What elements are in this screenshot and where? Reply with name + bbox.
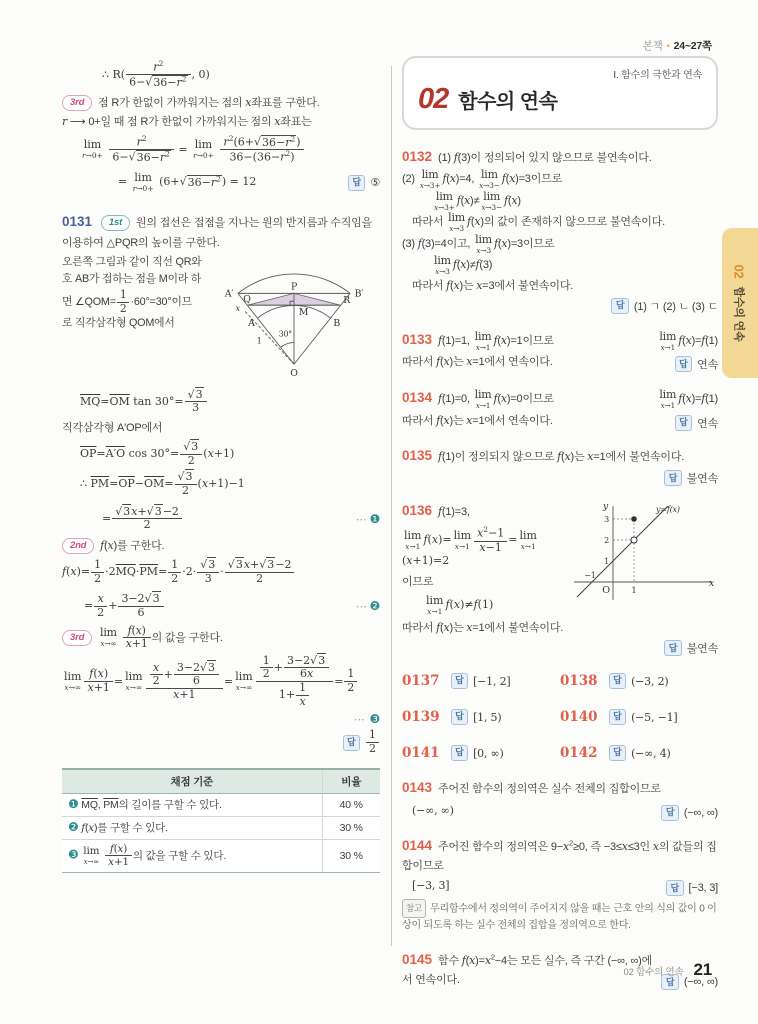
function-graph: [568, 500, 718, 611]
criterion-text: lim x→∞ $\frac{f(x)}{x+1}$ 의 값을 구할 수 있다.: [83, 843, 227, 869]
solution-line: 주어진 함수의 정의역은 실수 전체의 집합이므로: [438, 783, 661, 796]
solution-line: (3) f(3)=4이고, lim x→3 f(x)=3이므로: [402, 232, 555, 255]
answer: [402, 640, 718, 656]
answer: [402, 470, 718, 486]
equation: lim x→1 f(x)= lim x→1 $\frac{x^2-1}{x-1}$ = lim x→1 (x+1)=2: [402, 525, 537, 568]
page-reference: [643, 38, 712, 53]
equation: = $\frac{√3x+√3-2}{2}$: [102, 506, 183, 532]
grading-row: [62, 816, 380, 839]
answer-badge: 답: [609, 709, 627, 725]
solution-line: f(1)이 정의되지 않으므로 f(x)는 x=1에서 불연속이다.: [438, 449, 685, 463]
problem-0133: [402, 328, 718, 372]
label-radius-1: 1: [256, 336, 262, 346]
answer-value: ⑤: [370, 177, 380, 190]
answer: [675, 356, 718, 372]
solution-line: 오른쪽 그림과 같이 직선 QR와 호 AB가 접하는 점을 M이라 하면 ∠QOM= $\frac{1}{2}$ ·60°=30°이므로 직각삼각형 QOM에서: [62, 255, 202, 330]
solution-line: r ⟶ 0+일 때 점 R가 한없이 가까워지는 점의 x좌표는: [62, 114, 312, 128]
problem-number: 0132: [402, 149, 433, 164]
problem-number: 0142: [560, 745, 598, 762]
answer-value: 연속: [697, 359, 718, 372]
criterion-marker: ❶: [68, 797, 79, 812]
solution-line: 주어진 함수의 정의역은 $9-x^2\ge 0$, 즉 −3≤x≤3인 x의 값들의 집합이므로: [402, 838, 717, 872]
step-badge-3rd: 3rd: [62, 95, 92, 111]
grading-header-ratio: 비율: [322, 769, 380, 794]
label-B-prime: B′: [354, 287, 364, 299]
solution-line: 따라서 f(x)는 x=3에서 불연속이다.: [412, 278, 574, 292]
label-O: O: [290, 367, 298, 379]
criterion-ratio: 40 %: [322, 793, 380, 816]
answer-badge: 답: [451, 673, 469, 689]
tick-1: 1: [604, 557, 609, 567]
solution-line: 따라서 f(x)는 x=1에서 불연속이다.: [402, 621, 564, 635]
problem-0132: [402, 146, 718, 314]
side-tab-number: 02: [732, 264, 748, 279]
page-footer: [624, 960, 712, 980]
graph-axes: [574, 506, 712, 600]
criterion-marker: ❷: [68, 820, 79, 835]
note-badge: 참고: [402, 899, 426, 918]
label-B: B: [333, 317, 341, 329]
solution-line: f(1)=1, lim x→1 f(x)=1이므로: [438, 329, 554, 352]
solution-line: lim x→3+ f(x)≠ lim x→3− f(x): [434, 189, 521, 212]
chapter-number: 02: [418, 83, 449, 115]
equation: $\overline{MQ}=\overline{OM}$ tan 30°= $\frac{√3}{3}$: [80, 389, 380, 415]
reference-note: [402, 899, 718, 934]
solution-line: lim x→3 f(x)≠f(3): [434, 254, 493, 277]
short-answer-0137: [402, 673, 560, 689]
solution-line: (2) lim x→3+ f(x)=4, lim x→3− f(x)=3이므로: [402, 168, 563, 191]
problem-0131: [62, 211, 380, 253]
problem-number: 0145: [402, 951, 433, 967]
short-answer-0138: [560, 673, 718, 689]
solution-line: 따라서 lim x→3 f(x)의 값이 존재하지 않으므로 불연속이다.: [412, 211, 665, 234]
equation: = lim r→0+ $(6+√36-r^2) = 12$: [118, 171, 257, 194]
solution-step: [62, 94, 380, 112]
equation: lim r→0+ $\frac{r^2}{6-√36-r^2}$ = lim r→0+ $\frac{r^2(6+√36-r^2)}{36-(36-r^2)}$: [80, 135, 380, 165]
answer-badge: 답: [661, 805, 679, 821]
label-x: x: [235, 303, 240, 313]
equation: ∴ R( $\frac{r^2}{6-√36-r^2}$ , 0): [102, 59, 210, 89]
footer-chapter: 02 함수의 연속: [623, 967, 684, 978]
chapter-side-tab: [722, 228, 758, 378]
label-M: M: [298, 306, 309, 318]
answer-value: (−3, 2): [631, 674, 669, 688]
equation: = $\frac{x}{2}$ + $\frac{3-2√3}{6}$: [84, 593, 165, 619]
answer: [402, 298, 718, 314]
problem-number: 0137: [402, 673, 440, 690]
short-answer-0139: [402, 709, 560, 725]
problem-number: 0134: [402, 390, 433, 406]
step-text: f(x)를 구한다.: [100, 538, 165, 552]
step-badge-1st: 1st: [101, 215, 130, 231]
result-value: [−3, 3]: [412, 879, 450, 893]
unit-title: Ⅰ. 함수의 극한과 연속: [613, 70, 702, 81]
solution-line: lim x→1 f(x)=f(1): [659, 329, 718, 352]
label-P: P: [290, 281, 298, 293]
step-marker-row: ⋯ ❸: [353, 712, 380, 727]
equation: $\overline{OP}=A'O$ cos 30°= $\frac{√3}{2}$ (x+1): [80, 440, 235, 467]
tick-2: 2: [604, 536, 609, 546]
equation: f(x)= $\frac{1}{2}$ $\cdot 2\overline{MQ}\cdot\overline{PM}=$ $\frac{1}{2}$ ·2· $\frac{√3}{3}$ · $\frac{√3x+√3-2}{2}$: [62, 559, 380, 585]
problem-number: 0131: [62, 213, 93, 229]
step-badge-2nd: 2nd: [62, 538, 94, 554]
note-text: 무리함수에서 정의역이 주어지지 않을 때는 근호 안의 식의 값이 0 이상이 되도록 하는 실수 전체의 집합을 정의역으로 한다.: [402, 903, 717, 931]
solution-step: [62, 625, 380, 651]
grading-row: [62, 839, 380, 872]
problem-0136: [402, 500, 718, 659]
solution-line: 이므로: [402, 575, 434, 588]
short-answer-0140: [560, 709, 718, 725]
solution-line: 함수 $f(x)=x^2-4$는 모든 실수, 즉 구간 (−∞, ∞)에서 연속이다.: [402, 952, 653, 987]
right-column: [402, 56, 718, 1004]
tick-minus-1: −1: [584, 571, 596, 581]
answer: [666, 880, 718, 896]
criterion-marker: ❸: [68, 847, 79, 862]
answer-value: (−∞, 4): [631, 746, 671, 760]
criterion-text: $\overline{MQ}$, $\overline{PM}$의 길이를 구할 수 있다.: [81, 799, 222, 812]
graph-lines: [577, 506, 668, 597]
label-A-prime: A′: [224, 287, 234, 299]
solution-line: f(1)=0, lim x→1 f(x)=0이므로: [438, 388, 554, 411]
step-marker: ⋯ ❷: [355, 599, 380, 614]
answer-value: (1) ㄱ (2) ㄴ (3) ㄷ: [633, 300, 718, 313]
footer-page-number: 21: [693, 960, 712, 979]
label-x-axis: x: [708, 578, 714, 590]
left-column: [62, 56, 380, 887]
answer: [675, 415, 718, 431]
label-Q: Q: [243, 293, 251, 305]
chapter-heading: [402, 56, 718, 130]
equation: lim x→1 f(x)≠f(1): [426, 593, 494, 616]
result-value: (−∞, ∞): [412, 803, 454, 817]
short-answer-grid: [402, 673, 718, 761]
problem-number: 0133: [402, 331, 433, 347]
problem-number: 0136: [402, 503, 433, 519]
answer-badge: 답: [661, 974, 679, 990]
solution-line: 직각삼각형 A′OP에서: [62, 421, 163, 434]
answer-value: 불연속: [686, 643, 718, 656]
answer-value: [0, ∞): [473, 746, 504, 760]
chapter-title: 함수의 연속: [458, 91, 558, 113]
criterion-ratio: 30 %: [322, 839, 380, 872]
solution-line: (1) f(3)이 정의되어 있지 않으므로 불연속이다.: [438, 151, 652, 164]
answer-value: 연속: [697, 417, 718, 430]
problem-0144: [402, 835, 718, 934]
problem-number: 0141: [402, 745, 440, 762]
step-badge-3rd: 3rd: [62, 630, 92, 646]
answer-value: [−1, 2]: [473, 674, 511, 688]
solution-line: f(1)=3,: [438, 505, 470, 519]
answer-badge: 답: [666, 880, 684, 896]
step-text: 점 R가 한없이 가까워지는 점의 x좌표를 구한다.: [98, 95, 320, 109]
problem-number: 0143: [402, 780, 433, 796]
answer-value: [−3, 3]: [688, 882, 718, 895]
label-function: y=f(x): [656, 505, 680, 515]
answer-value: $\frac{1}{2}$: [365, 729, 380, 755]
answer-value: (−∞, ∞): [683, 806, 718, 819]
solution-step: [62, 537, 380, 555]
answer: [62, 729, 380, 755]
label-R: R: [343, 294, 351, 306]
grading-table: [62, 768, 380, 873]
grading-row: [62, 793, 380, 816]
step-marker: ⋯ ❶: [355, 511, 380, 526]
column-divider: [391, 66, 392, 946]
label-origin: O: [602, 585, 610, 597]
step-text: 원의 접선은 접점을 지나는 원의 반지름과 수직임을 이용하여 △PQR의 높이를 구한다.: [62, 216, 372, 249]
side-tab-title: 함수의 연속: [733, 286, 745, 342]
solution-line: 따라서 f(x)는 x=1에서 연속이다.: [402, 355, 553, 369]
problem-number: 0140: [560, 709, 598, 726]
problem-0135: [402, 445, 718, 486]
tick-3: 3: [604, 515, 609, 525]
answer-value: [1, 5): [473, 710, 502, 724]
problem-number: 0144: [402, 837, 433, 853]
problem-0134: [402, 386, 718, 430]
answer-badge: 답: [348, 175, 366, 191]
short-answer-0141: [402, 745, 560, 761]
answer-badge: 답: [664, 470, 682, 486]
solution-line: lim x→1 f(x)=f(1): [659, 388, 718, 411]
problem-number: 0139: [402, 709, 440, 726]
answer-value: 불연속: [686, 473, 718, 486]
answer: [348, 175, 380, 191]
short-answer-0142: [560, 745, 718, 761]
problem-0143: [402, 777, 718, 820]
answer-badge: 답: [609, 673, 627, 689]
answer-badge: 답: [611, 298, 629, 314]
book-label: 본책: [642, 40, 663, 52]
answer-value: (−5, −1]: [631, 710, 678, 724]
problem-number: 0135: [402, 447, 433, 463]
answer-badge: 답: [664, 640, 682, 656]
criterion-text: f(x)를 구할 수 있다.: [81, 822, 168, 835]
grading-header-criteria: 채점 기준: [62, 769, 322, 794]
sector-figure: [208, 254, 380, 383]
label-A: A: [248, 317, 255, 329]
label-y-axis: y: [602, 501, 608, 513]
answer-badge: 답: [343, 735, 361, 751]
page-range: 24~27쪽: [673, 40, 712, 52]
step-text: lim x→∞ $\frac{f(x)}{x+1}$ 의 값을 구한다.: [100, 623, 223, 651]
answer-badge: 답: [609, 745, 627, 761]
criterion-ratio: 30 %: [322, 816, 380, 839]
answer-value: (−∞, ∞): [683, 976, 718, 989]
solution-line: 따라서 f(x)는 x=1에서 연속이다.: [402, 413, 553, 427]
bullet-icon: •: [666, 40, 670, 51]
answer-badge: 답: [675, 415, 693, 431]
tick-x-1: 1: [631, 586, 637, 596]
equation: ∴ $\overline{PM}=\overline{OP}-\overline{OM}=$ $\frac{√3}{2}$ (x+1)−1: [80, 470, 245, 497]
answer-badge: 답: [675, 356, 693, 372]
equation: lim x→∞ $\frac{f(x)}{x+1}$ = lim x→∞ $\frac{x}{2}$ + $\frac{3-2√3}{6}$ x+1 = lim x→∞ $\frac{1}{2}$ + $\frac{3-2√3}{6x}$ 1+ $\frac{1}{x}$ = $\frac{1}{2}$: [62, 655, 380, 709]
answer: [661, 805, 718, 821]
label-angle-30: 30°: [278, 329, 293, 339]
answer-badge: 답: [451, 709, 469, 725]
problem-number: 0138: [560, 673, 598, 690]
answer-badge: 답: [451, 745, 469, 761]
